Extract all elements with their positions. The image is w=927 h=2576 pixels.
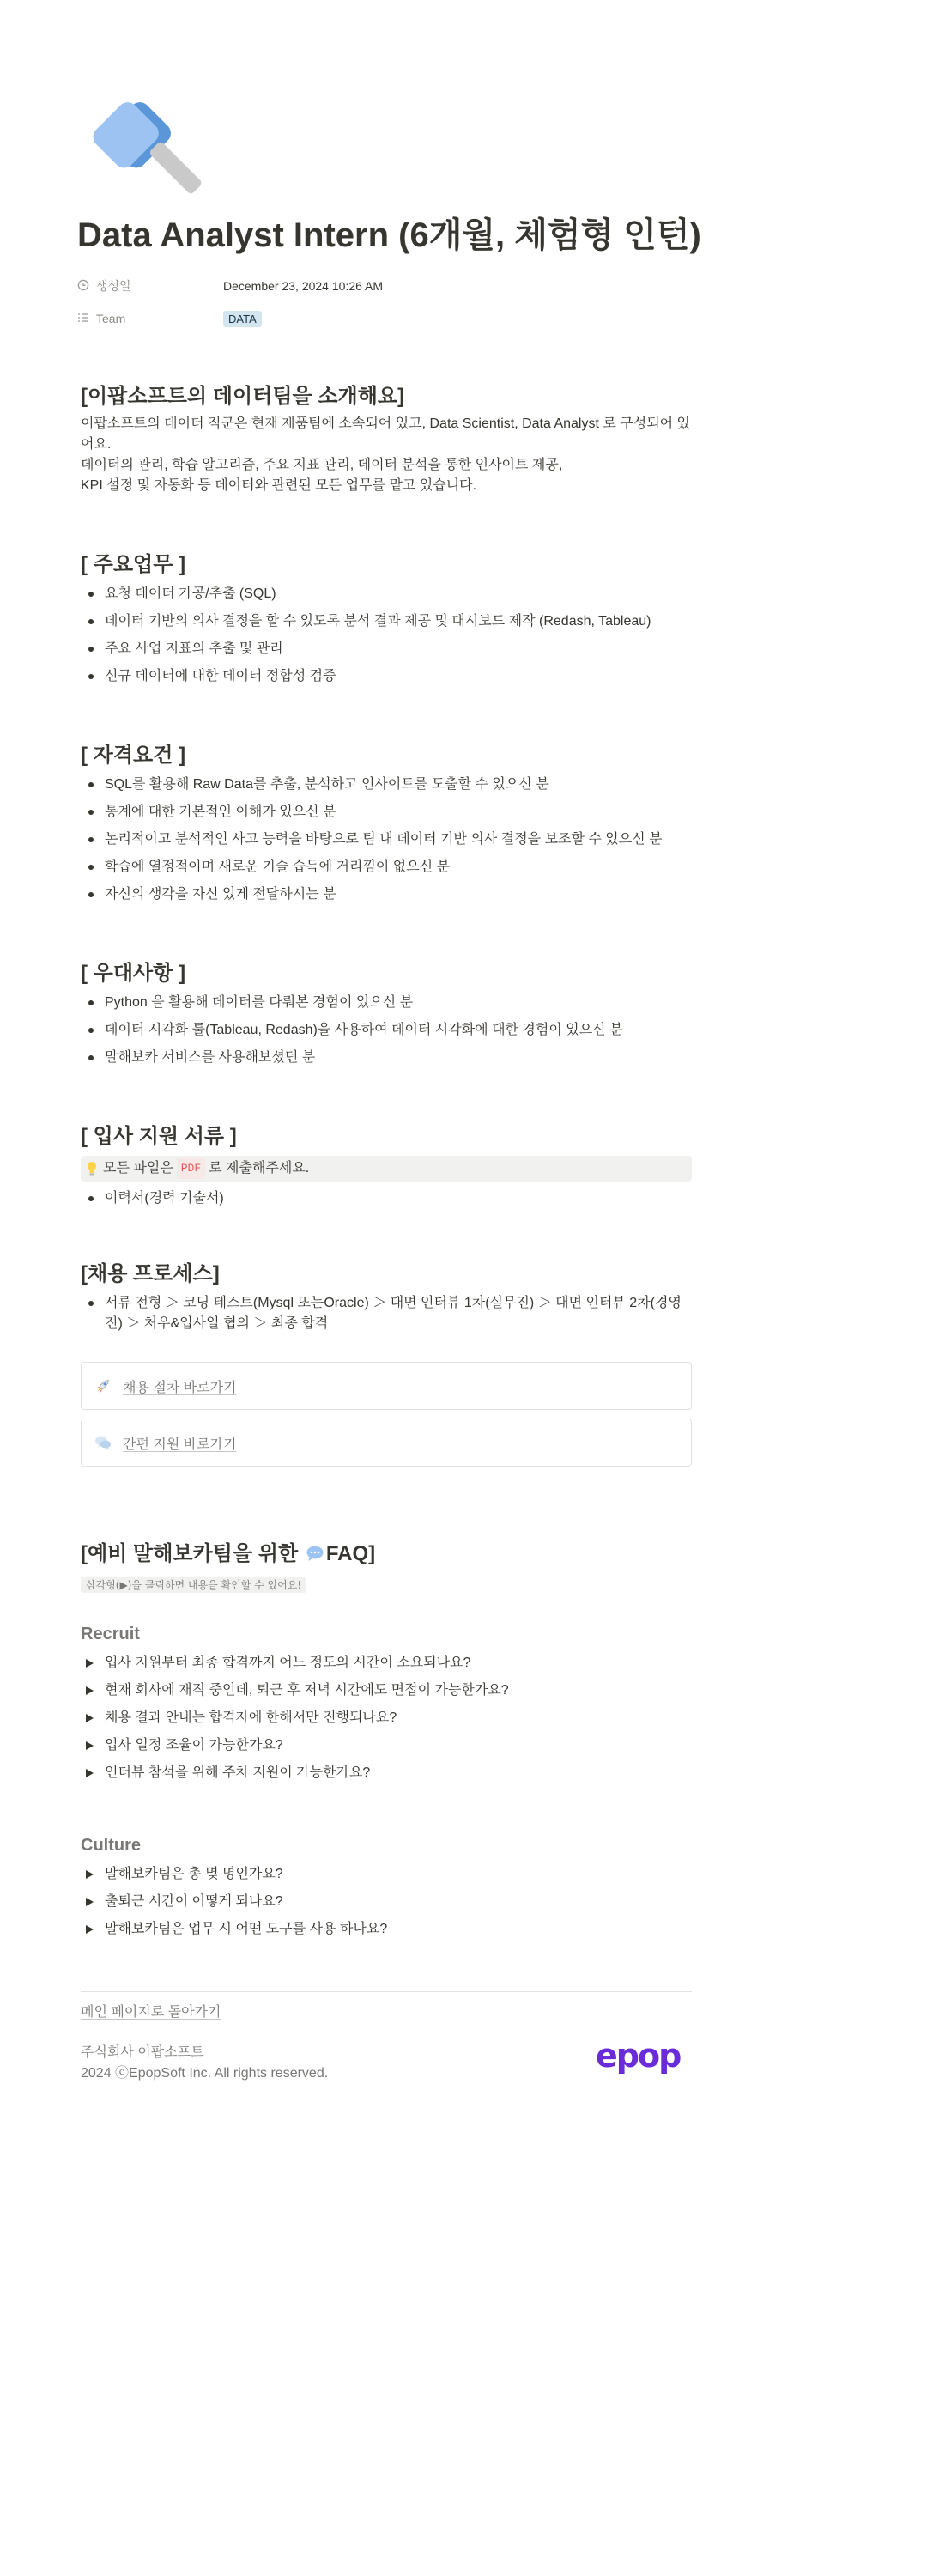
list-item: 요청 데이터 가공/추출 (SQL)	[81, 584, 692, 605]
faq-heading-text: FAQ]	[325, 1542, 376, 1565]
list-item: 서류 전형 ＞ 코딩 테스트(Mysql 또는Oracle) ＞ 대면 인터뷰 1차(실무진) ＞ 대면 인터뷰 2차(경영진) ＞ 처우&입사일 협의 ＞ 최종 합격	[81, 1293, 692, 1334]
toggle-label: 출퇴근 시간이 어떻게 되나요?	[105, 1894, 283, 1909]
copyright: 2024 ⓒEpopSoft Inc. All rights reserved.	[81, 2066, 329, 2081]
page-content	[81, 383, 692, 2084]
toggle-triangle-icon[interactable]	[86, 1659, 94, 1668]
list-item: 주요 사업 지표의 추출 및 관리	[81, 639, 692, 659]
property-label: 생성일	[96, 279, 131, 293]
toggle-item[interactable]	[81, 1864, 692, 1885]
toggle-triangle-icon[interactable]	[86, 1741, 94, 1750]
back-to-main-link[interactable]: 메인 페이지로 돌아가기	[81, 2005, 221, 2020]
duties-heading: [ 주요업무 ]	[81, 553, 186, 576]
faq-heading-text: [예비 말해보카팀을 위한	[81, 1542, 299, 1565]
epop-logo[interactable]	[596, 2043, 692, 2078]
toggle-label: 현재 회사에 재직 중인데, 퇴근 후 저녁 시간에도 면접이 가능한가요?	[105, 1683, 509, 1698]
requirements-section	[81, 742, 692, 905]
documents-heading: [ 입사 지원 서류 ]	[81, 1125, 237, 1148]
bookmarks	[81, 1362, 692, 1467]
toggle-item[interactable]	[81, 1892, 692, 1912]
requirements-list	[81, 775, 692, 905]
list-item: 자신의 생각을 자신 있게 전달하시는 분	[81, 884, 692, 905]
process-section	[81, 1261, 692, 1334]
property-value-created: December 23, 2024 10:26 AM	[223, 279, 384, 293]
recruit-toggle-list	[81, 1653, 692, 1783]
list-item: 데이터 기반의 의사 결정을 할 수 있도록 분석 결과 제공 및 대시보드 제작 (Redash, Tableau)	[81, 611, 692, 632]
list-item: 통계에 대한 기본적인 이해가 있으신 분	[81, 802, 692, 823]
duties-list	[81, 584, 692, 687]
toggle-label: 채용 결과 안내는 합격자에 한해서만 진행되나요?	[105, 1710, 397, 1725]
speech-bubble-icon	[306, 1542, 324, 1570]
list-item: 말해보카 서비스를 사용해보셨던 분	[81, 1048, 692, 1068]
property-created[interactable]	[77, 270, 712, 302]
list-item: 신규 데이터에 대한 데이터 정합성 검증	[81, 666, 692, 687]
page-icon	[84, 86, 204, 197]
property-team[interactable]	[77, 302, 712, 335]
bookmark-label: 간편 지원 바로가기	[123, 1437, 237, 1452]
process-heading: [채용 프로세스]	[81, 1262, 220, 1285]
pdf-code: PDF	[177, 1158, 205, 1179]
toggle-triangle-icon[interactable]	[86, 1925, 94, 1934]
speech-bubbles-icon	[94, 1433, 112, 1452]
footer	[81, 2043, 692, 2084]
toggle-label: 말해보카팀은 업무 시 어떤 도구를 사용 하나요?	[105, 1922, 388, 1936]
faq-heading	[81, 1540, 692, 1570]
toggle-item[interactable]	[81, 1735, 692, 1756]
documents-section	[81, 1123, 692, 1209]
list-item: 데이터 시각화 툴(Tableau, Redash)을 사용하여 데이터 시각화에 대한 경험이 있으신 분	[81, 1020, 692, 1041]
page-title: Data Analyst Intern (6개월, 체험형 인턴)	[77, 216, 701, 254]
list-item: Python 을 활용해 데이터를 다뤄본 경험이 있으신 분	[81, 993, 692, 1013]
culture-heading: Culture	[81, 1836, 141, 1855]
toggle-item[interactable]	[81, 1708, 692, 1728]
culture-toggle-list	[81, 1864, 692, 1940]
svg-text:epop: epop	[596, 2043, 681, 2074]
bookmark-quick-apply[interactable]	[81, 1419, 692, 1467]
requirements-heading: [ 자격요건 ]	[81, 744, 186, 767]
list-item: 논리적이고 분석적인 사고 능력을 바탕으로 팀 내 데이터 기반 의사 결정을 보조할 수 있으신 분	[81, 829, 692, 850]
callout-text: 모든 파일은	[103, 1161, 173, 1176]
intro-section	[81, 383, 692, 496]
toggle-item[interactable]	[81, 1680, 692, 1701]
pdf-callout	[81, 1156, 692, 1182]
lightbulb-icon	[86, 1161, 98, 1176]
toggle-triangle-icon[interactable]	[86, 1714, 94, 1722]
callout-text: 로 제출해주세요.	[209, 1161, 310, 1176]
toggle-label: 입사 일정 조율이 가능한가요?	[105, 1738, 283, 1753]
bookmark-recruit-process[interactable]	[81, 1362, 692, 1410]
toggle-item[interactable]	[81, 1919, 692, 1940]
faq-section	[81, 1540, 692, 1940]
toggle-item[interactable]	[81, 1763, 692, 1783]
intro-line: 이팝소프트의 데이터 직군은 현재 제품팀에 소속되어 있고, Data Scientist, Data Analyst 로 구성되어 있어요.	[81, 416, 691, 452]
toggle-item[interactable]	[81, 1653, 692, 1674]
footer-text	[81, 2043, 328, 2084]
toggle-label: 말해보카팀은 총 몇 명인가요?	[105, 1867, 283, 1881]
list-item: 이력서(경력 기술서)	[81, 1188, 692, 1209]
property-name-created	[77, 277, 223, 295]
property-label: Team	[96, 312, 126, 325]
toggle-triangle-icon[interactable]	[86, 1686, 94, 1695]
toggle-triangle-icon[interactable]	[86, 1898, 94, 1906]
documents-list	[81, 1188, 692, 1209]
list-icon	[77, 312, 91, 325]
list-item: SQL를 활용해 Raw Data를 추출, 분석하고 인사이트를 도출할 수 있으신 분	[81, 775, 692, 795]
toggle-triangle-icon[interactable]	[86, 1769, 94, 1777]
bookmark-label: 채용 절차 바로가기	[123, 1380, 237, 1395]
faq-note: 삼각형(▶)을 클릭하면 내용을 확인할 수 있어요!	[81, 1577, 306, 1593]
clock-icon	[77, 279, 91, 293]
team-tag[interactable]: DATA	[223, 311, 262, 327]
process-list	[81, 1293, 692, 1334]
list-item: 학습에 열정적이며 새로운 기술 습득에 거리낌이 없으신 분	[81, 857, 692, 878]
preferred-list	[81, 993, 692, 1068]
page	[77, 0, 850, 2084]
rocket-icon	[94, 1376, 112, 1395]
intro-line: 데이터의 관리, 학습 알고리즘, 주요 지표 관리, 데이터 분석을 통한 인사이트 제공,	[81, 458, 563, 472]
preferred-heading: [ 우대사항 ]	[81, 962, 186, 985]
toggle-label: 입사 지원부터 최종 합격까지 어느 정도의 시간이 소요되나요?	[105, 1656, 471, 1670]
property-value-team	[223, 312, 262, 325]
properties	[77, 270, 712, 335]
recruit-heading: Recruit	[81, 1625, 140, 1643]
duties-section	[81, 551, 692, 687]
intro-paragraph	[81, 414, 692, 496]
company-name: 주식회사 이팝소프트	[81, 2045, 204, 2060]
intro-line: KPI 설정 및 자동화 등 데이터와 관련된 모든 업무를 맡고 있습니다.	[81, 478, 477, 493]
intro-heading: [이팝소프트의 데이터팀을 소개해요]	[81, 385, 405, 408]
divider	[81, 1991, 692, 1992]
property-name-team	[77, 312, 223, 325]
toggle-triangle-icon[interactable]	[86, 1870, 94, 1879]
preferred-section	[81, 960, 692, 1068]
faq-culture	[81, 1833, 692, 1940]
toggle-label: 인터뷰 참석을 위해 주차 지원이 가능한가요?	[105, 1765, 371, 1780]
faq-recruit	[81, 1622, 692, 1783]
